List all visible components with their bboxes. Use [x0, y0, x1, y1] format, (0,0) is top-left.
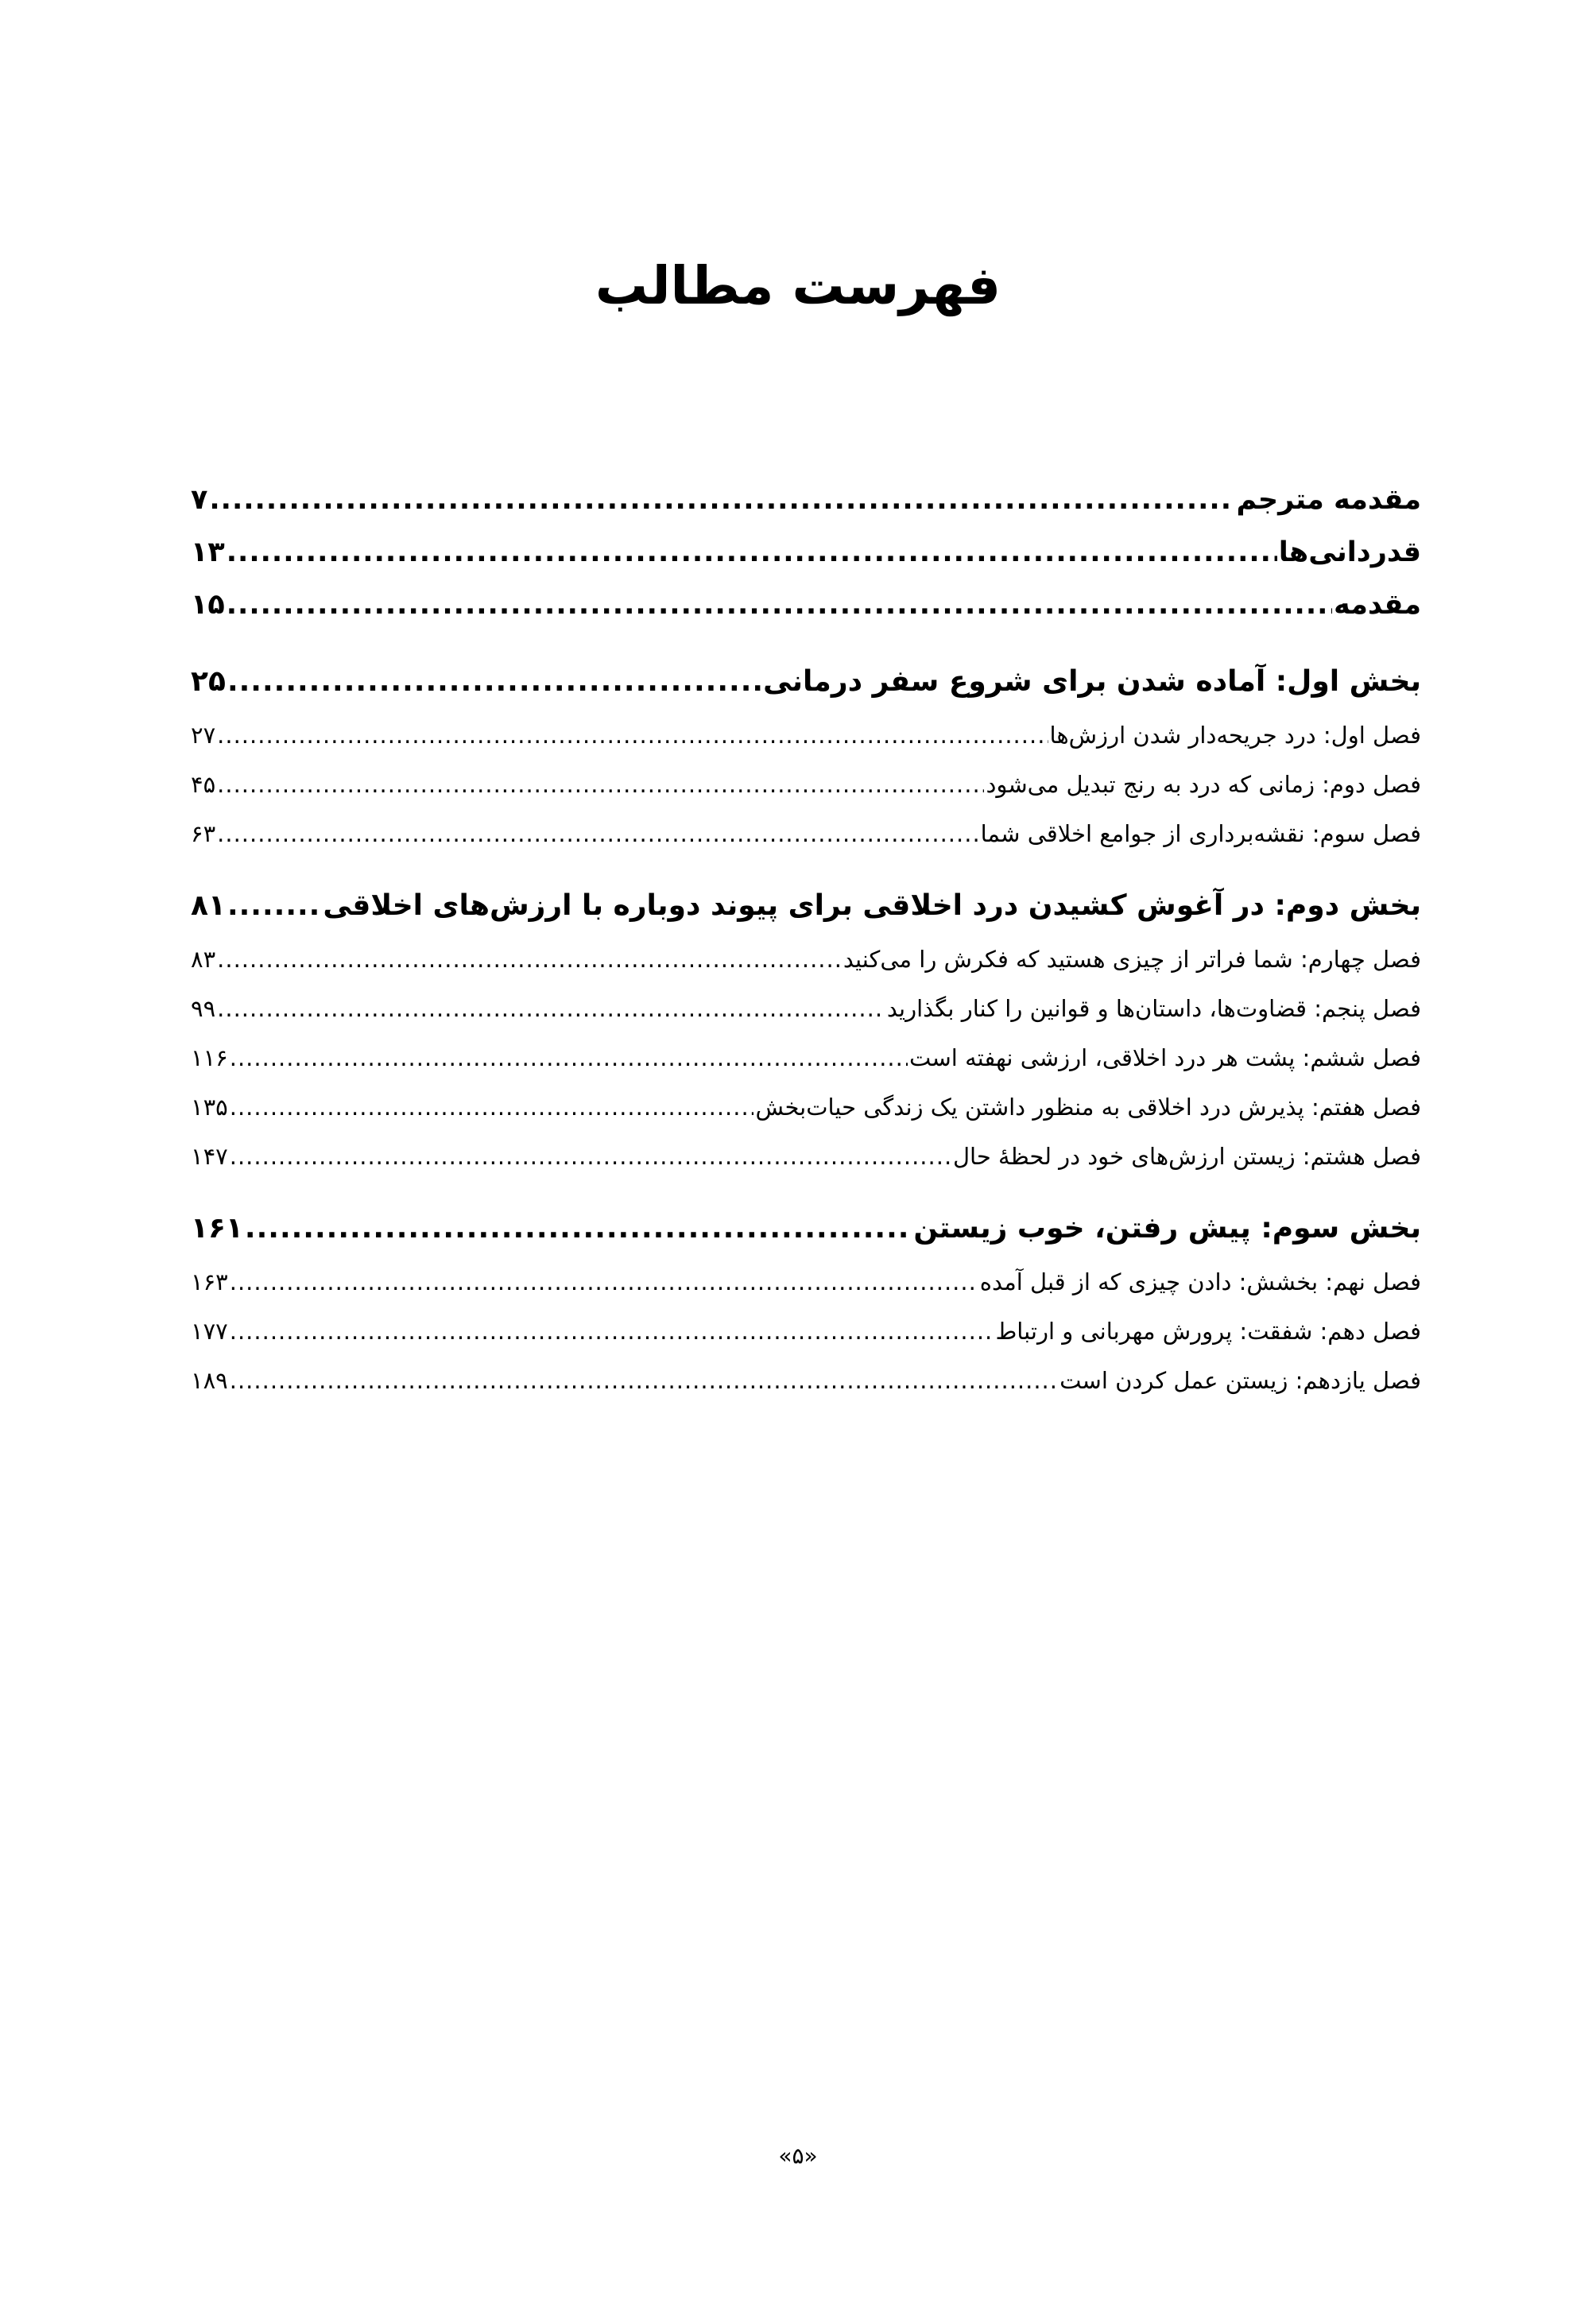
toc-chapter-4[interactable]: [191, 935, 1421, 984]
toc-chapter-title: فصل اول: درد جریحه‌دار شدن ارزش‌ها: [1049, 722, 1421, 749]
toc-entry-title: مقدمه مترجم: [1236, 484, 1421, 516]
dot-leader: [230, 1356, 1058, 1405]
toc-chapter-title: فصل سوم: نقشه‌برداری از جوامع اخلاقی شما: [980, 820, 1421, 847]
toc-chapter-page: ۱۳۵: [191, 1094, 228, 1121]
dot-leader: [217, 935, 842, 984]
toc-part-page: ۸۱: [191, 889, 226, 922]
toc-part-title: بخش سوم: پیش رفتن، خوب زیستن: [913, 1212, 1421, 1245]
table-of-contents: [191, 474, 1421, 1405]
toc-chapter-page: ۱۴۷: [191, 1143, 228, 1170]
toc-part-1[interactable]: [191, 653, 1421, 711]
section-spacer: [191, 1181, 1421, 1200]
dot-leader: [245, 1200, 912, 1257]
toc-chapter-9[interactable]: [191, 1257, 1421, 1307]
dot-leader: [230, 1033, 908, 1082]
toc-chapter-11[interactable]: [191, 1356, 1421, 1405]
dot-leader: [227, 579, 1332, 631]
toc-chapter-title: فصل چهارم: شما فراتر از چیزی هستید که فکرش را می‌کنید: [843, 946, 1421, 973]
toc-chapter-3[interactable]: [191, 809, 1421, 858]
toc-entry-page: ۷: [191, 484, 208, 516]
toc-part-title: بخش اول: آماده شدن برای شروع سفر درمانی: [763, 665, 1421, 698]
dot-leader: [227, 877, 321, 935]
toc-chapter-title: فصل ششم: پشت هر درد اخلاقی، ارزشی نهفته است: [909, 1044, 1421, 1071]
dot-leader: [217, 809, 978, 858]
toc-part-title: بخش دوم: در آغوش کشیدن درد اخلاقی برای پیوند دوباره با ارزش‌های اخلاقی: [323, 889, 1421, 922]
toc-entry-introduction[interactable]: [191, 579, 1421, 631]
toc-chapter-page: ۱۱۶: [191, 1044, 228, 1071]
toc-chapter-title: فصل هفتم: پذیرش درد اخلاقی به منظور داشتن یک زندگی حیات‌بخش: [755, 1094, 1421, 1121]
toc-chapter-page: ۴۵: [191, 771, 216, 798]
dot-leader: [217, 984, 885, 1033]
toc-chapter-5[interactable]: [191, 984, 1421, 1033]
page-title: فهرست مطالب: [595, 255, 1001, 316]
toc-chapter-title: فصل یازدهم: زیستن عمل کردن است: [1059, 1367, 1421, 1394]
dot-leader: [217, 760, 984, 809]
dot-leader: [230, 1307, 994, 1356]
dot-leader: [217, 711, 1048, 760]
toc-chapter-page: ۱۷۷: [191, 1318, 228, 1345]
section-spacer: [191, 858, 1421, 877]
toc-chapter-7[interactable]: [191, 1082, 1421, 1132]
toc-part-page: ۱۶۱: [191, 1212, 243, 1245]
dot-leader: [209, 474, 1234, 526]
toc-entry-translator-preface[interactable]: [191, 474, 1421, 526]
toc-chapter-title: فصل پنجم: قضاوت‌ها، داستان‌ها و قوانین را کنار بگذارید: [886, 995, 1421, 1022]
toc-chapter-title: فصل دوم: زمانی که درد به رنج تبدیل می‌شود: [986, 771, 1421, 798]
toc-chapter-title: فصل نهم: بخشش: دادن چیزی که از قبل آمده: [979, 1268, 1421, 1295]
toc-entry-page: ۱۳: [191, 536, 225, 568]
dot-leader: [227, 526, 1277, 579]
page-number: «۵»: [778, 2143, 818, 2169]
toc-chapter-page: ۱۶۳: [191, 1268, 228, 1295]
toc-entry-acknowledgments[interactable]: [191, 526, 1421, 579]
toc-chapter-page: ۶۳: [191, 820, 216, 847]
toc-chapter-8[interactable]: [191, 1132, 1421, 1181]
toc-entry-title: مقدمه: [1334, 589, 1421, 621]
toc-part-2[interactable]: [191, 877, 1421, 935]
toc-entry-page: ۱۵: [191, 589, 225, 621]
toc-entry-title: قدردانی‌ها: [1278, 536, 1421, 568]
toc-chapter-6[interactable]: [191, 1033, 1421, 1082]
dot-leader: [227, 653, 761, 711]
toc-chapter-1[interactable]: [191, 711, 1421, 760]
toc-part-page: ۲۵: [191, 665, 226, 698]
toc-chapter-2[interactable]: [191, 760, 1421, 809]
dot-leader: [230, 1082, 754, 1132]
toc-chapter-title: فصل دهم: شفقت: پرورش مهربانی و ارتباط: [995, 1318, 1421, 1345]
toc-chapter-10[interactable]: [191, 1307, 1421, 1356]
toc-chapter-page: ۸۳: [191, 946, 216, 973]
section-spacer: [191, 631, 1421, 653]
dot-leader: [230, 1257, 978, 1307]
toc-chapter-page: ۲۷: [191, 722, 216, 749]
dot-leader: [230, 1132, 951, 1181]
toc-chapter-page: ۹۹: [191, 995, 216, 1022]
toc-part-3[interactable]: [191, 1200, 1421, 1257]
toc-chapter-title: فصل هشتم: زیستن ارزش‌های خود در لحظهٔ حال: [952, 1143, 1421, 1170]
toc-chapter-page: ۱۸۹: [191, 1367, 228, 1394]
